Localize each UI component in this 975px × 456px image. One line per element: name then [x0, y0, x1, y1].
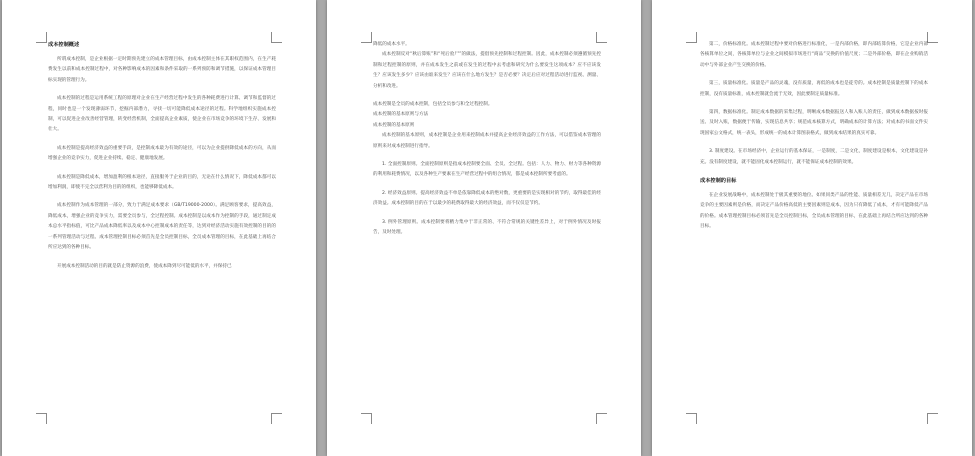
text-line: 降低的成本水平。	[373, 42, 410, 47]
paragraph: 1. 全面控制原则。全面控制原则是指成本控制要全面、全员、全过程。包括：人力、物力、财力等各种资源的利用和耗费情况，以及各种生产要素在生产经营过程中的组合情况，都是成本控制所要考虑的。	[373, 162, 601, 178]
crop-mark-bottom-left	[36, 413, 47, 424]
paragraph: 3. 制度建设。在市场经济中，企业运行的基本保证，一是制度，二是文化，制度建设是根本，文化建设是补充。没有制度建设，就不能固化成本控制运行，就不能保证成本控制的效果。	[700, 149, 928, 165]
paragraph: 第四，数据标准化。制定成本数据的采集过程，明晰成本数据报送人和入账人的责任，做到成本数据按时报送、及时入账，数据便于传输，实现信息共享；规范成本核算方式，明确成本的计算方法；对成本的书面文件实现国家公文格式，统一表头，形成统一的成本计算图表格式，做到成本结果的真实可靠。	[700, 110, 928, 136]
crop-mark-bottom-right	[596, 413, 607, 424]
paragraph: 成本控制是降低成本，增加盈利的根本途径，直接服务于企业的目的，无论在什么情况下，降低成本都可以增加利润，即使不完全以营利为目的的组织，也能够降低成本。	[48, 174, 276, 191]
crop-mark-bottom-left	[686, 413, 697, 424]
page-body	[373, 40, 601, 414]
page-body	[48, 40, 276, 414]
page-body	[700, 40, 928, 414]
crop-mark-bottom-left	[361, 413, 372, 424]
crop-mark-top-left	[361, 32, 372, 43]
paragraph: 成本控制的过程是运用系统工程的原理对企业在生产经营过程中发生的各种耗费进行计算、调节和监督的过程，同时也是一个发现薄弱环节，挖掘内部潜力，寻找一切可能降低成本途径的过程。科学地组织实施成本控制，可以促进企业改善经营管理，转变经营机制，全面提高企业素质，使企业在市场竞争的环境下生存、发展和壮大。	[48, 96, 276, 133]
paragraph: 第二，价格标准化。成本控制过程中要对价格进行标准化，一是内部价格，即内部结算价格，它是企业内部各核算单位之间，各核算单位与企业之间模拟市场进行“商品”交换的价值尺度；二是外部价格，即在企业购销活动中与外部企业产生交换的价格。	[700, 42, 928, 68]
document-page-2	[327, 0, 641, 456]
crop-mark-bottom-right	[271, 413, 282, 424]
document-page-3	[652, 0, 972, 456]
paragraph: 2. 经济效益原则。提高经济效益不单是依靠降低成本的绝对数，更重要的是实现相对的节约，取得最佳的经济效益。成本控制的目的在于以最少的耗费取得最大的经济效益，而不仅仅是节约。	[373, 190, 601, 207]
text-line: 成本控制的基本原则与方法	[373, 112, 429, 118]
paragraph: 成本控制的基本原则，成本控制是企业用来控制成本并提高企业经济效益的工作方法，可以借鉴成本管理的原则来对成本控制进行指导。	[373, 133, 601, 149]
crop-mark-bottom-right	[927, 413, 938, 424]
paragraph: 在企业发展战略中，成本控制处于极其重要的地位。如果同类产品的性能、质量相差无几，决定产品在市场竞争的主要因素则是价格，而决定产品价格高低的主要因素则是成本，因为只有降低了成本，才有可能降低产品的价格。成本管理控制目标必须首先是全员控制目标，全员成本管理的目标，在此基础上再结合所应达到的各种目标。	[700, 193, 928, 230]
crop-mark-top-right	[927, 32, 938, 43]
paragraph: 成本控制作为成本管理的一部分，致力于满足成本要求（GB/T19000-2000）。满足顾客要求，提高效益，降低成本，增强企业的竞争实力，需要全员参与，全过程控制。成本控制是以成本作为控制的手段，通过制定成本总水平指标值，可比产品成本降低率以及成本中心控制成本的责任等，达到对经济活动实施有效控制的目的的一系列管理活动与过程。成本管理控制目标必须首先是全员控制目标，全员成本管理的目标，在此基础上再结合所应达到的各种目标。	[48, 203, 276, 251]
crop-mark-top-left	[36, 32, 47, 43]
paragraph: 3. 例外管理原则。成本控制要将精力集中于非正常的、不符合常规的关键性差异上，对于例外情况及时报告，及时处理。	[373, 219, 601, 236]
document-page-1	[2, 0, 316, 456]
text-line: 成本控制是全员的成本控制，包括全员参与和全过程控制。	[373, 102, 493, 108]
paragraph: 开展成本控制活动的目的就是防止资源的浪费，使成本降到尽可能低的水平，并保持已	[57, 263, 232, 269]
paragraph: 第三，质量标准化。质量是产品的灵魂，没有质量，再低的成本也是徒劳的。成本控制是质量控制下的成本控制，没有质量标准，成本控制就会流于无效，因此要制定质量标准。	[700, 81, 928, 97]
section-heading: 成本控制的目标	[700, 178, 737, 185]
crop-mark-top-left	[686, 32, 697, 43]
paragraph: 所谓成本控制，是企业根据一定时期预先建立的成本管理目标，由成本控制主体在其职权范围内，在生产耗费发生以前和成本控制过程中，对各种影响成本的因素和条件采取的一系列预防和调节措施，以保证成本管理目标实现的管理行为。	[48, 57, 276, 83]
paragraph: 成本控制反对“秋后算账”和“死后验尸”的做法，提倡预先控制和过程控制。因此，成本控制必须遵循预先控制和过程控制的原则，并在成本发生之前或在发生的过程中去考虑和研究为什么要发生这项成本？应不应该发生？应该发生多少？应该由谁来发生？应该在什么地方发生？是否必要？决定后应对过程活动进行监视、测量、分析和改进。	[373, 52, 601, 89]
section-heading: 成本控制概述	[48, 42, 80, 48]
paragraph: 成本控制是提高经济效益的重要手段，是控制成本最为有效的途径，可以为企业提供降低成本的方向，从而增强企业的竞争实力，促进企业持续、稳定、健康地发展。	[48, 145, 276, 162]
text-line: 成本控制的基本原则	[373, 122, 415, 128]
